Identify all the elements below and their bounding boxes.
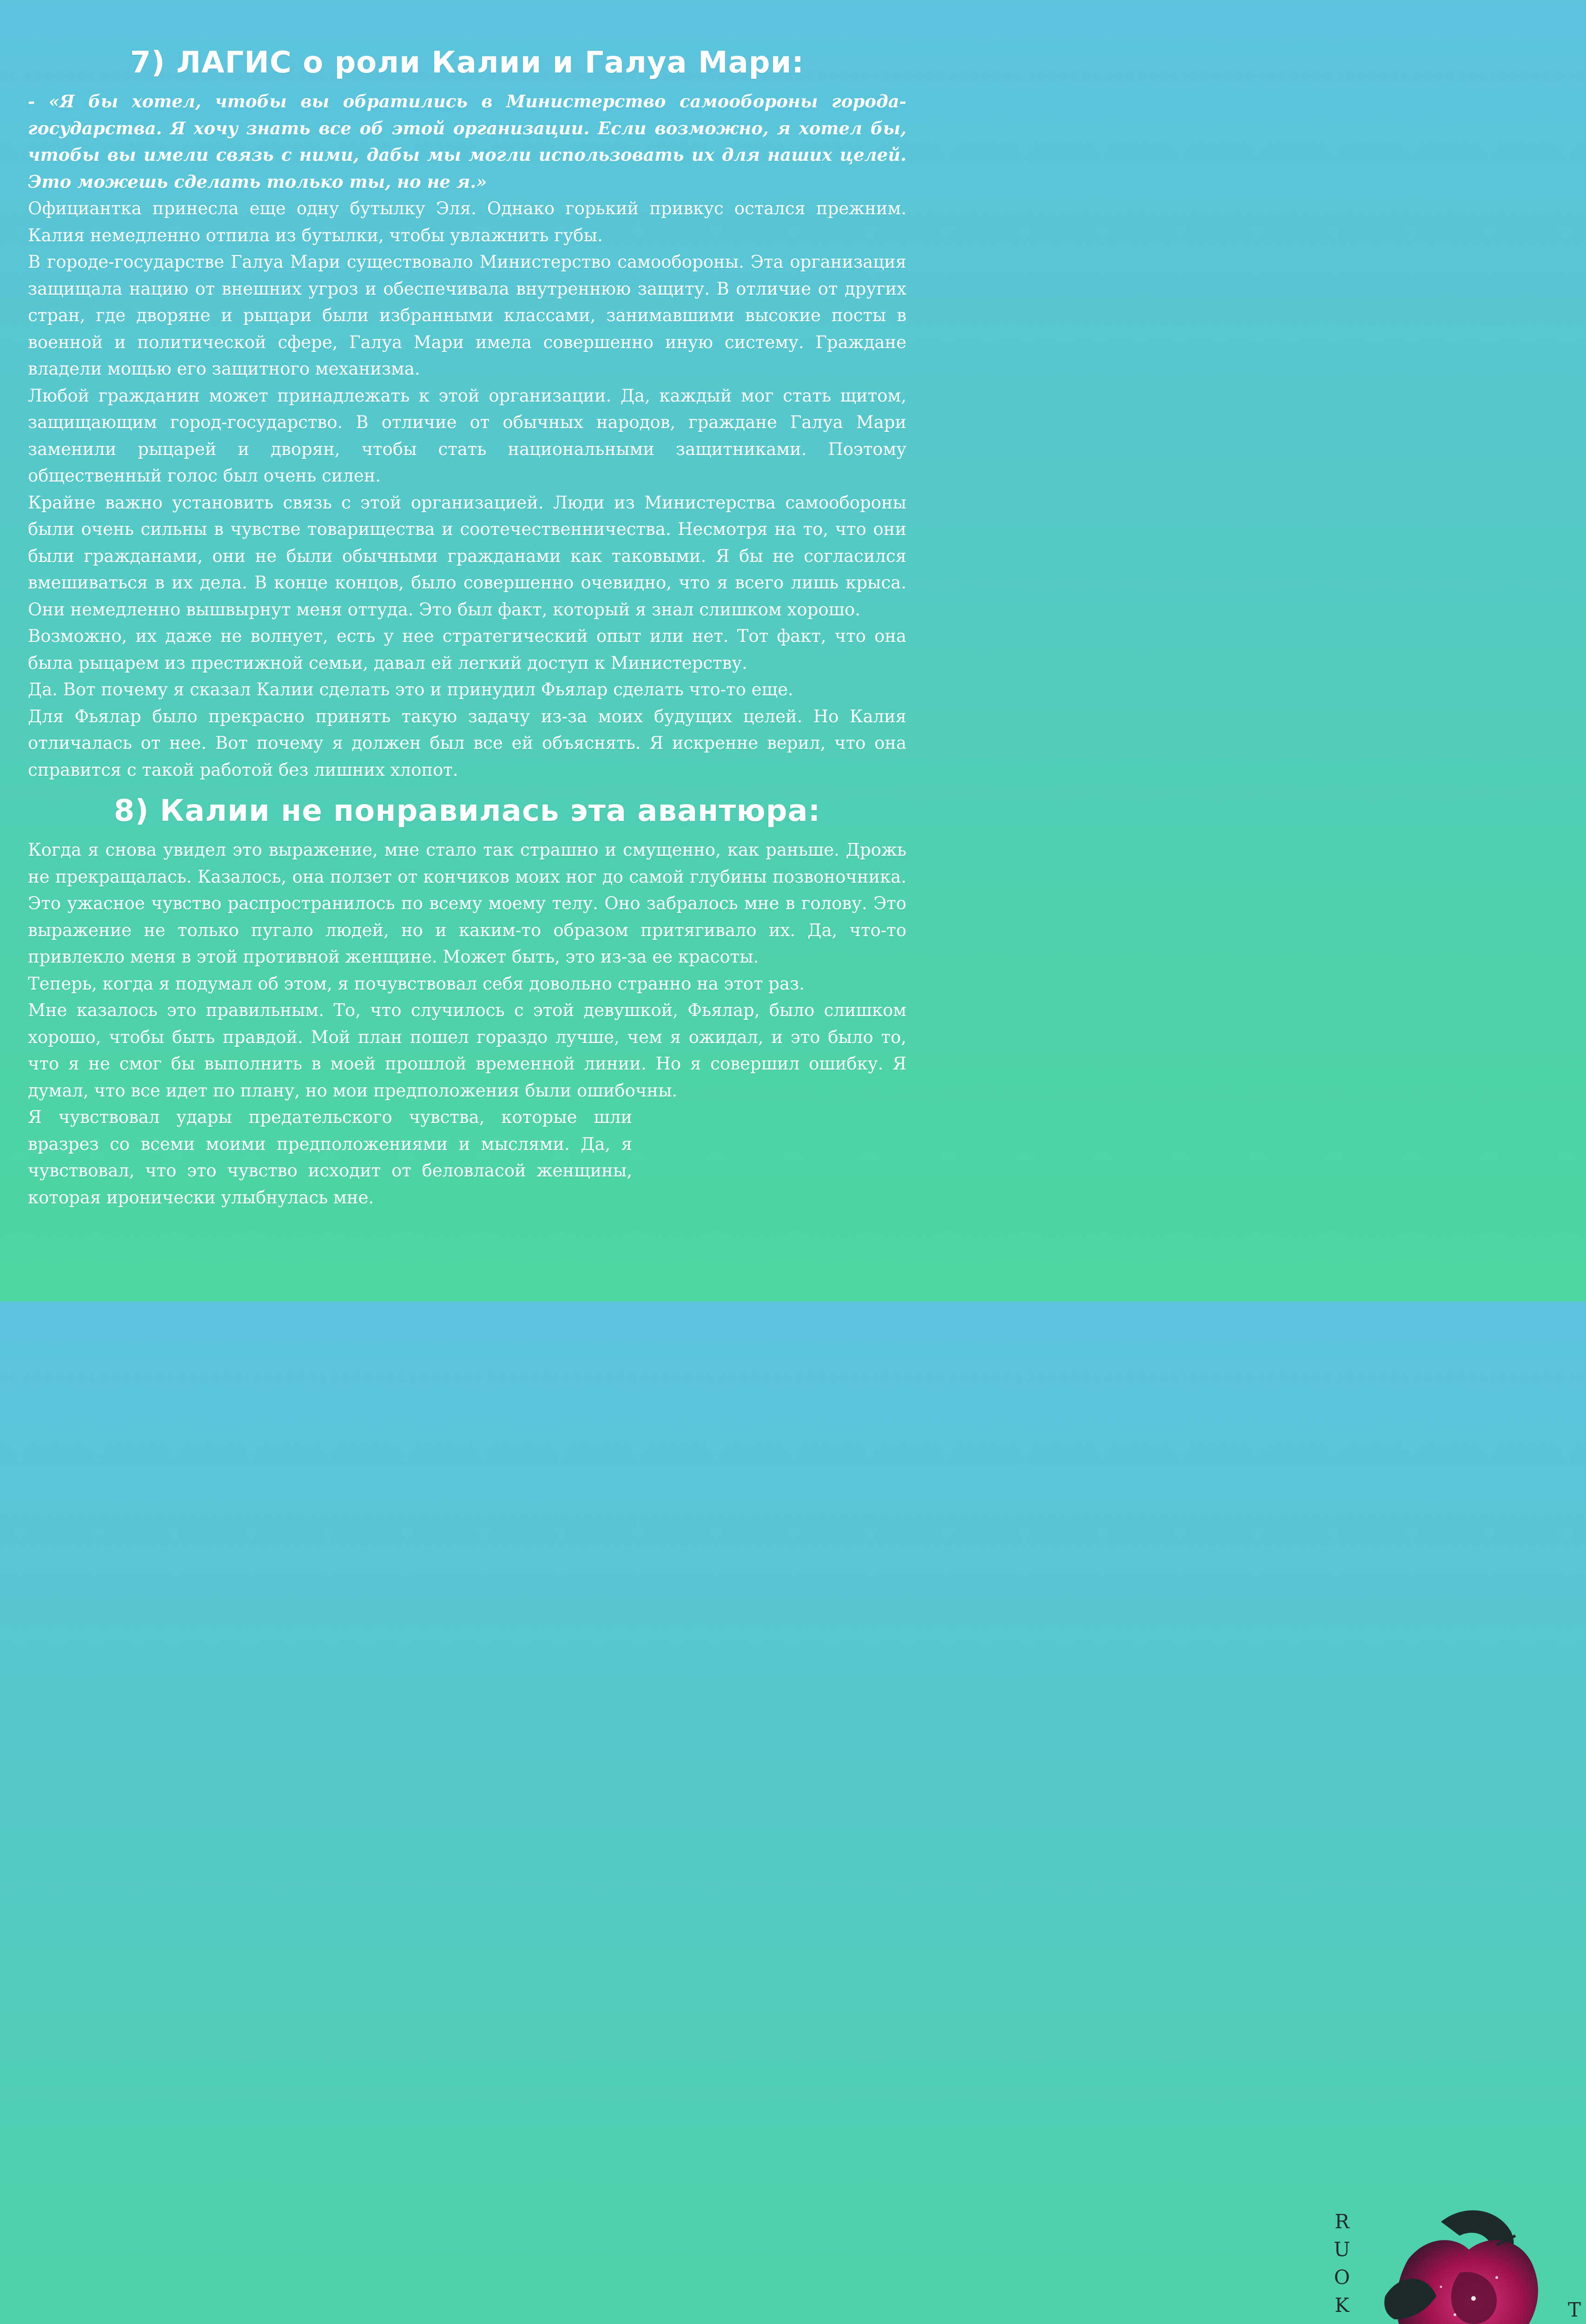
section-8-heading: 8) Калии не понравилась эта авантюра:: [113, 794, 821, 828]
paragraph: Я чувствовал удары предательского чувства, которые шли вразрез со всеми моими предположениями и мыслями. Да, я чувствовал, что это чувство исходит от беловласой женщины, которая иронически улыбнулась мне.: [28, 1107, 632, 1208]
paragraph: - «Я бы хотел, чтобы вы обратились в Министерство самообороны города-государства. Я хочу знать все об этой организации. Если возможно, я хотел бы, чтобы вы имели связь с ними, дабы мы могли использовать их для наших целей. Это можешь сделать только ты, но не я.»: [28, 91, 906, 192]
paragraph: В городе-государстве Галуа Мари существовало Министерство самообороны. Эта организация защищала нацию от внешних угроз и обеспечивала внутреннюю защиту. В отличие от других стран, где дворяне и рыцари были избранными классами, занимавшими высокие посты в военной и политической сфере, Галуа Мари имела совершенно иную систему. Граждане владели мощью его защитного механизма.: [28, 252, 906, 379]
paragraph: Когда я снова увидел это выражение, мне стало так страшно и смущенно, как раньше. Дрожь не прекращалась. Казалось, она ползет от кончиков моих ног до самой глубины позвоночника. Это ужасное чувство распространилось по всему моему телу. Оно забралось мне в голову. Это выражение не только пугало людей, но и каким-то образом притягивало их. Да, что-то привлекло меня в этой противной женщине. Может быть, это из-за ее красоты.: [28, 840, 906, 967]
logo-text-left: R U O K: [1334, 2210, 1350, 2317]
paragraph: Мне казалось это правильным. То, что случилось с этой девушкой, Фьялар, было слишком хорошо, чтобы быть правдой. Мой план пошел гораздо лучше, чем я ожидал, и это было то, что я не смог бы выполнить в моей прошлой временной линии. Но я совершил ошибку. Я думал, что все идет по плану, но мои предположения были ошибочны.: [28, 1000, 906, 1101]
team-logo: [665, 1097, 1581, 2321]
flower-logo-icon: [1357, 2203, 1562, 2324]
paragraph: Теперь, когда я подумал об этом, я почувствовал себя довольно странно на этот раз.: [28, 973, 805, 994]
section-7-heading: 7) ЛАГИС о роли Калии и Галуа Мари:: [130, 46, 804, 80]
logo-text-right: T: [1567, 2298, 1581, 2321]
paragraph: Да. Вот почему я сказал Калии сделать это и принудил Фьялар сделать что-то еще.: [28, 680, 793, 700]
paragraph: Для Фьялар было прекрасно принять такую задачу из-за моих будущих целей. Но Калия отличалась от нее. Вот почему я должен был все ей объяснять. Я искренне верил, что она справится с такой работой без лишних хлопот.: [28, 706, 906, 780]
paragraph: Любой гражданин может принадлежать к этой организации. Да, каждый мог стать щитом, защищающим город-государство. В отличие от обычных народов, граждане Галуа Мари заменили рыцарей и дворян, чтобы стать национальными защитниками. Поэтому общественный голос был очень силен.: [28, 385, 906, 486]
paragraph: Официантка принесла еще одну бутылку Эля. Однако горький привкус остался прежним. Калия немедленно отпила из бутылки, чтобы увлажнить губы.: [28, 198, 906, 245]
paragraph: Возможно, их даже не волнует, есть у нее стратегический опыт или нет. Тот факт, что она была рыцарем из престижной семьи, давал ей легкий доступ к Министерству.: [28, 626, 906, 673]
section-7: [28, 42, 906, 783]
paragraph: Крайне важно установить связь с этой организацией. Люди из Министерства самообороны были очень сильны в чувстве товарищества и соотечественничества. Несмотря на то, что они были гражданами, они не были обычными гражданами как таковыми. Я бы не согласился вмешиваться в их дела. В конце концов, было совершенно очевидно, что я всего лишь крыса. Они немедленно вышвырнут меня оттуда. Это был факт, который я знал слишком хорошо.: [28, 492, 906, 620]
